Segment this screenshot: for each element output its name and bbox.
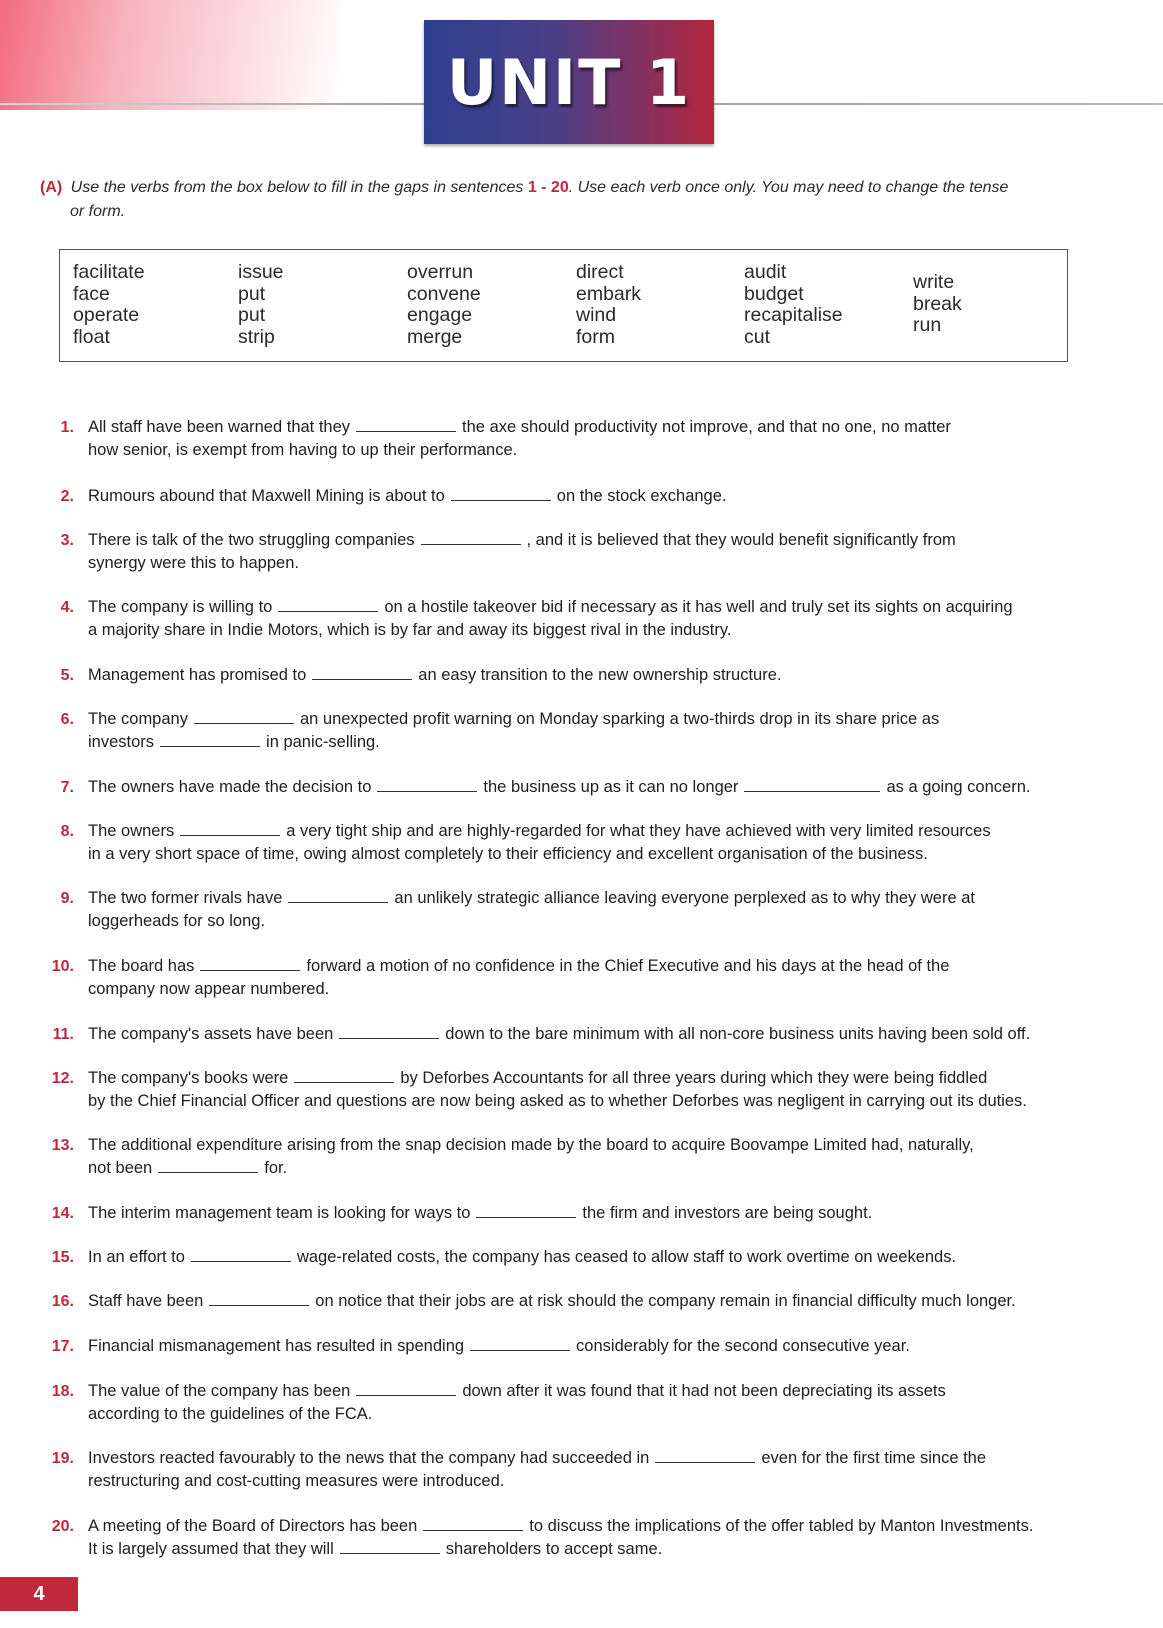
verb: convene (407, 282, 481, 305)
verb: direct (576, 261, 624, 283)
sentence-number: 5. (60, 667, 74, 684)
sentence-text (88, 820, 1098, 866)
sentence-text (88, 1290, 1098, 1313)
sentence-part: considerably for the second consecutive year. (576, 1337, 910, 1355)
verb: strip (238, 325, 275, 348)
answer-gap[interactable] (744, 777, 880, 792)
verb: operate (73, 304, 140, 326)
verb: put (238, 282, 266, 305)
sentence-part: The company's books were (88, 1069, 289, 1087)
sentence-part: by Deforbes Accountants for all three years during which they were being fiddled (400, 1069, 988, 1087)
sentence-part: the business up as it can no longer (483, 778, 739, 796)
sentence-text (88, 1447, 1098, 1493)
sentence-part: a very tight ship and are highly-regarded for what they have achieved with very limited resources (286, 822, 991, 840)
header-decoration (0, 0, 340, 110)
verb-column-6 (913, 272, 962, 337)
sentence-text (88, 664, 1098, 687)
sentence-text (88, 416, 1098, 462)
answer-gap[interactable] (294, 1068, 394, 1083)
instruction-text-after: . Use each verb once only. You may need to change the tense (568, 179, 1009, 196)
verb: run (913, 314, 942, 336)
sentence-text (88, 1202, 1098, 1225)
sentence-part: company now appear numbered. (88, 980, 330, 998)
sentence-part: on notice that their jobs are at risk should the company remain in financial difficulty much longer. (315, 1292, 1016, 1310)
sentence-text (88, 955, 1098, 1001)
sentence-part: loggerheads for so long. (88, 912, 266, 930)
sentence-text (88, 485, 1098, 508)
sentence-number: 7. (60, 779, 74, 796)
answer-gap[interactable] (200, 956, 300, 971)
answer-gap[interactable] (470, 1336, 570, 1351)
sentence-part: The two former rivals have (88, 889, 283, 907)
page-number-text: 4 (33, 1582, 45, 1605)
answer-gap[interactable] (421, 530, 521, 545)
sentence-part: even for the first time since the (761, 1449, 987, 1467)
sentence-part: wage-related costs, the company has ceased to allow staff to work overtime on weekends. (296, 1248, 957, 1266)
sentence-text (88, 1246, 1098, 1269)
answer-gap[interactable] (339, 1024, 439, 1039)
sentence-text (88, 708, 1098, 754)
sentence-text (88, 1380, 1098, 1426)
sentence-part: on a hostile takeover bid if necessary as it has well and truly set its sights on acquiring (384, 598, 1013, 616)
sentence-text (88, 1023, 1098, 1046)
sentence-part: The company is willing to (88, 598, 273, 616)
sentence-part: A meeting of the Board of Directors has been (88, 1517, 418, 1535)
sentence-number: 3. (60, 532, 74, 549)
verb: engage (407, 304, 473, 326)
sentence-number: 16. (51, 1293, 74, 1310)
sentence-part: The board has (88, 957, 195, 975)
verb: audit (744, 261, 787, 283)
sentence-part: Financial mismanagement has resulted in spending (88, 1337, 465, 1355)
sentence-part: Investors reacted favourably to the news that the company had succeeded in (88, 1449, 650, 1467)
instruction-text: Use the verbs from the box below to fill in the gaps in sentences (70, 179, 524, 196)
answer-gap[interactable] (340, 1539, 440, 1554)
sentence-part: shareholders to accept same. (445, 1540, 663, 1558)
sentence-text (88, 1335, 1098, 1358)
sentence-text (88, 529, 1098, 575)
sentence-number: 11. (52, 1026, 74, 1043)
sentence-number: 20. (51, 1518, 74, 1535)
exercise-letter: (A) (40, 179, 63, 196)
instruction-range: 1 - 20 (527, 179, 569, 196)
sentence-part: There is talk of the two struggling companies (88, 531, 415, 549)
verb: budget (744, 282, 804, 305)
answer-gap[interactable] (655, 1448, 755, 1463)
sentence-number: 10. (51, 958, 74, 975)
verb: face (73, 282, 110, 305)
sentence-part: restructuring and cost-cutting measures were introduced. (88, 1472, 505, 1490)
verb-column-2 (238, 262, 284, 348)
sentence-part: The company's assets have been (88, 1025, 334, 1043)
sentence-number: 4. (60, 599, 74, 616)
sentence-part: The interim management team is looking for ways to (88, 1204, 471, 1222)
sentence-part: as a going concern. (886, 778, 1031, 796)
verb: cut (744, 325, 771, 348)
sentence-text (88, 776, 1098, 799)
sentence-part: in a very short space of time, owing almost completely to their efficiency and excellent organisation of the business. (88, 845, 928, 863)
sentence-text (88, 1134, 1098, 1180)
sentence-number: 18. (51, 1383, 74, 1400)
answer-gap[interactable] (356, 417, 456, 432)
sentence-part: the firm and investors are being sought. (582, 1204, 873, 1222)
verb-column-1 (73, 262, 145, 348)
answer-gap[interactable] (377, 777, 477, 792)
sentence-part: how senior, is exempt from having to up their performance. (88, 441, 518, 459)
sentence-part: a majority share in Indie Motors, which is by far and away its biggest rival in the industry. (88, 621, 732, 639)
sentence-number: 13. (51, 1137, 74, 1154)
sentence-text (88, 1067, 1098, 1113)
unit-title: UNIT 1 (446, 45, 692, 119)
sentence-part: an easy transition to the new ownership structure. (418, 666, 782, 684)
sentence-part: Management has promised to (88, 666, 307, 684)
sentence-part: on the stock exchange. (556, 487, 727, 505)
sentence-number: 14. (51, 1205, 74, 1222)
verb: put (238, 304, 266, 326)
sentence-part: down to the bare minimum with all non-core business units having been sold off. (445, 1025, 1031, 1043)
answer-gap[interactable] (158, 1158, 258, 1173)
answer-gap[interactable] (209, 1291, 309, 1306)
sentence-part: The owners have made the decision to (88, 778, 372, 796)
answer-gap[interactable] (423, 1516, 523, 1531)
answer-gap[interactable] (278, 597, 378, 612)
sentence-part: Rumours abound that Maxwell Mining is about to (88, 487, 445, 505)
sentence-part: the axe should productivity not improve, and that no one, no matter (462, 418, 951, 436)
sentence-part: for. (264, 1159, 288, 1177)
sentence-part: an unexpected profit warning on Monday sparking a two-thirds drop in its share price as (299, 710, 940, 728)
sentence-part: down after it was found that it had not been depreciating its assets (462, 1382, 946, 1400)
sentence-part: investors (88, 733, 155, 751)
answer-gap[interactable] (180, 821, 280, 836)
verb: form (576, 325, 615, 348)
unit-banner (424, 20, 714, 144)
answer-gap[interactable] (451, 486, 551, 501)
answer-gap[interactable] (356, 1381, 456, 1396)
sentence-part: synergy were this to happen. (88, 554, 299, 572)
sentence-number: 6. (60, 711, 74, 728)
sentence-part: to discuss the implications of the offer tabled by Manton Investments. (529, 1517, 1034, 1535)
verb: write (913, 271, 955, 293)
sentence-number: 9. (60, 890, 74, 907)
answer-gap[interactable] (160, 732, 260, 747)
answer-gap[interactable] (312, 665, 412, 680)
sentence-number: 2. (60, 488, 74, 505)
verb: facilitate (73, 261, 145, 283)
sentence-part: an unlikely strategic alliance leaving everyone perplexed as to why they were at (394, 889, 975, 907)
sentence-part: All staff have been warned that they (88, 418, 351, 436)
answer-gap[interactable] (194, 709, 294, 724)
sentence-part: Staff have been (88, 1292, 204, 1310)
verb-box (59, 249, 1068, 362)
sentence-part: The value of the company has been (88, 1382, 351, 1400)
sentence-part: The additional expenditure arising from the snap decision made by the board to acquire Boovampe Limited had, naturally, (88, 1136, 974, 1154)
verb-column-4 (576, 262, 641, 348)
sentence-part: in panic-selling. (266, 733, 380, 751)
sentence-text (88, 1515, 1098, 1561)
sentence-part: , and it is believed that they would benefit significantly from (526, 531, 956, 549)
sentence-number: 8. (60, 823, 74, 840)
answer-gap[interactable] (288, 888, 388, 903)
sentence-part: In an effort to (88, 1248, 185, 1266)
verb-column-5 (744, 262, 843, 348)
verb: float (73, 325, 110, 348)
verb: recapitalise (744, 304, 843, 326)
verb: break (913, 292, 962, 315)
page-number (0, 1577, 78, 1611)
sentence-number: 1. (60, 419, 74, 436)
instruction-continuation: or form. (70, 203, 126, 220)
sentence-part: by the Chief Financial Officer and questions are now being asked as to whether Deforbes was negligent in carrying out its duties. (88, 1092, 1027, 1110)
sentence-part: The company (88, 710, 188, 728)
sentence-number: 17. (51, 1338, 74, 1355)
sentence-part: according to the guidelines of the FCA. (88, 1405, 373, 1423)
sentence-number: 19. (51, 1450, 74, 1467)
sentence-text (88, 596, 1098, 642)
sentence-part: not been (88, 1159, 153, 1177)
verb: embark (576, 282, 642, 305)
verb: merge (407, 325, 463, 348)
sentence-number: 12. (51, 1070, 74, 1087)
verb: issue (238, 261, 284, 283)
sentence-number: 15. (51, 1249, 74, 1266)
sentence-part: It is largely assumed that they will (88, 1540, 334, 1558)
answer-gap[interactable] (476, 1203, 576, 1218)
sentence-part: The owners (88, 822, 175, 840)
exercise-instruction (40, 176, 1090, 224)
sentence-part: forward a motion of no confidence in the Chief Executive and his days at the head of the (306, 957, 950, 975)
verb-column-3 (407, 262, 481, 348)
sentence-text (88, 887, 1098, 933)
verb: overrun (407, 261, 474, 283)
verb: wind (576, 304, 617, 326)
answer-gap[interactable] (191, 1247, 291, 1262)
